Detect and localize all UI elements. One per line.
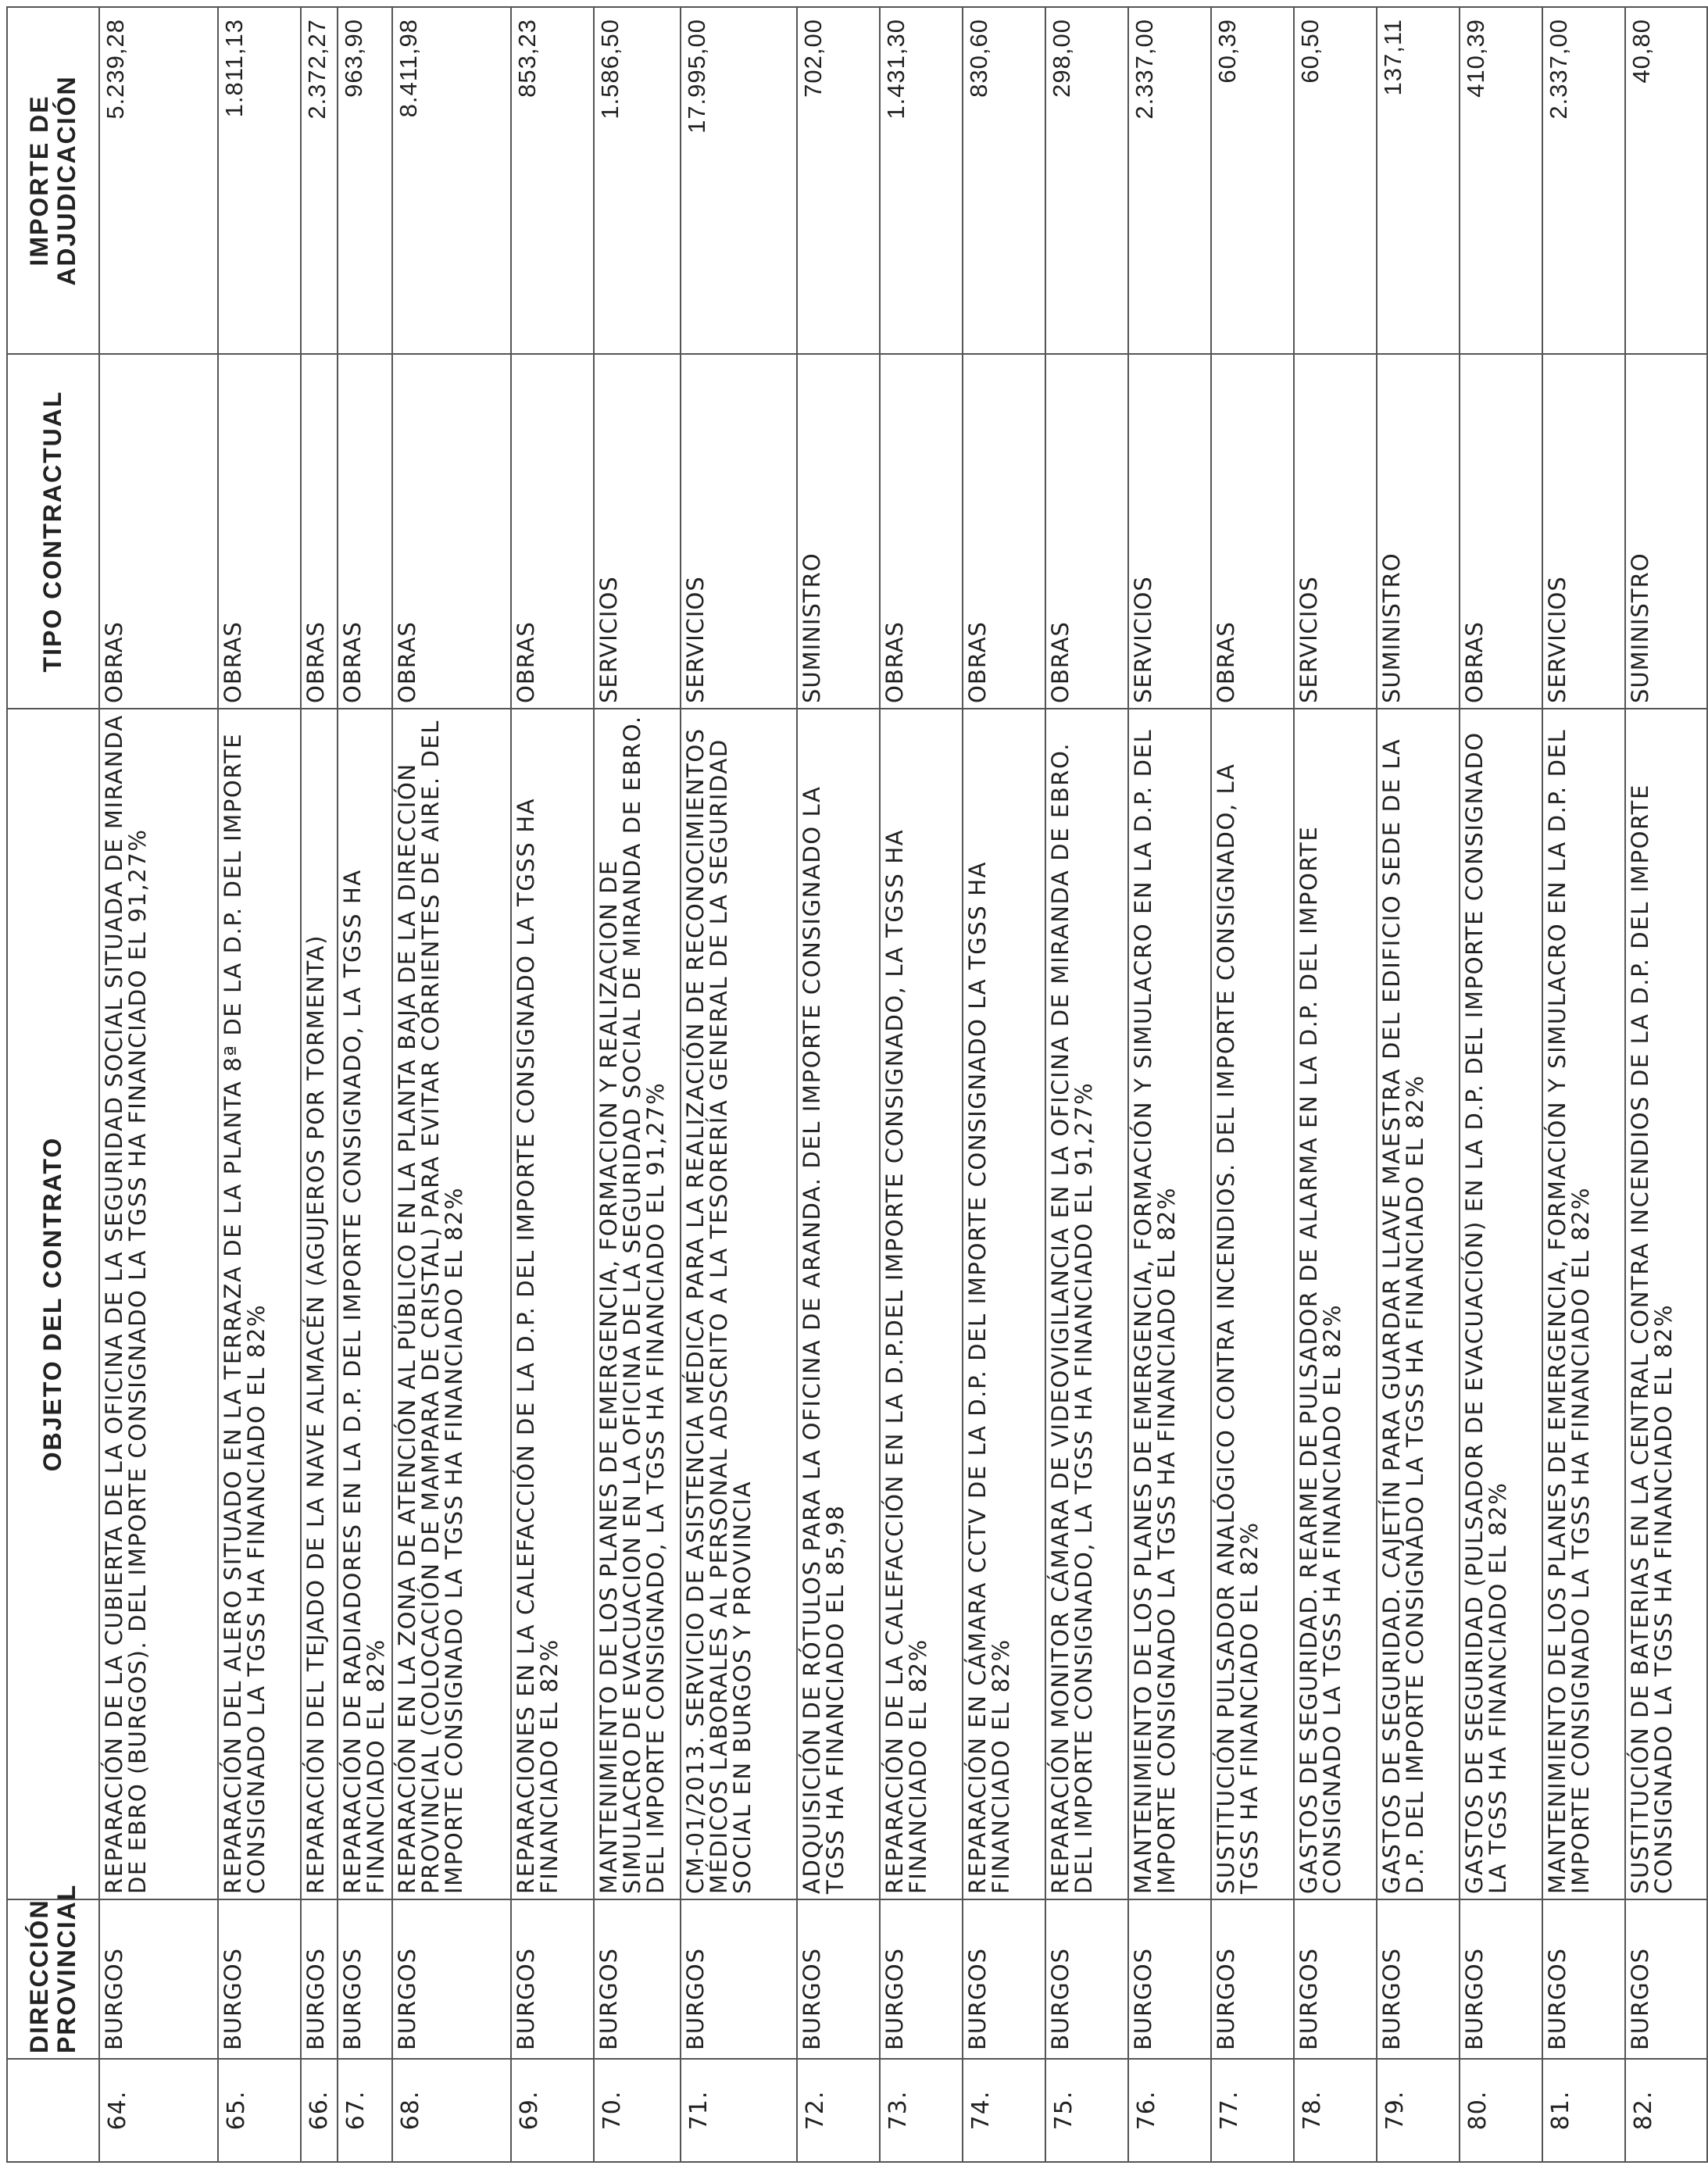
table-row: [511, 7, 594, 2162]
contracts-table: [6, 6, 1708, 2163]
direccion-provincial-cell: BURGOS: [301, 1899, 338, 2059]
direccion-provincial-cell: BURGOS: [1294, 1899, 1377, 2059]
row-number: 77.: [1211, 2059, 1294, 2162]
table-row: [1377, 7, 1460, 2162]
objeto-contrato-cell: CM-01/2013. SERVICIO DE ASISTENCIA MÉDICA PARA LA REALIZACIÓN DE RECONOCIMIENTOS MÉDICOS LABORALES AL PERSONAL ADSCRITO A LA TESORERÍA GENERAL DE LA SEGURIDAD SOCIAL EN BURGOS Y PROVINCIA: [681, 709, 797, 1899]
objeto-contrato-cell: GASTOS DE SEGURIDAD. REARME DE PULSADOR DE ALARMA EN LA D.P. DEL IMPORTE CONSIGNADO LA TGSS HA FINANCIADO EL 82%: [1294, 709, 1377, 1899]
tipo-contractual-cell: OBRAS: [963, 354, 1045, 709]
direccion-provincial-cell: BURGOS: [797, 1899, 880, 2059]
importe-adjudicacion-cell: 410,39: [1460, 7, 1542, 354]
tipo-contractual-cell: SUMINISTRO: [797, 354, 880, 709]
table-header-row: [7, 7, 99, 2162]
objeto-contrato-cell: REPARACIÓN DE RADIADORES EN LA D.P. DEL IMPORTE CONSIGNADO, LA TGSS HA FINANCIADO EL 82%: [338, 709, 392, 1899]
objeto-contrato-cell: GASTOS DE SEGURIDAD. CAJETÍN PARA GUARDAR LLAVE MAESTRA DEL EDIFICIO SEDE DE LA D.P. DEL IMPORTE CONSIGNADO LA TGSS HA FINANCIADO EL 82%: [1377, 709, 1460, 1899]
tipo-contractual-cell: SERVICIOS: [1294, 354, 1377, 709]
tipo-contractual-cell: OBRAS: [338, 354, 392, 709]
tipo-contractual-cell: OBRAS: [1045, 354, 1128, 709]
tipo-contractual-cell: SUMINISTRO: [1625, 354, 1707, 709]
objeto-contrato-cell: REPARACIÓN DEL ALERO SITUADO EN LA TERRAZA DE LA PLANTA 8ª DE LA D.P. DEL IMPORTE CONSIGNADO LA TGSS HA FINANCIADO EL 82%: [218, 709, 301, 1899]
row-number: 79.: [1377, 2059, 1460, 2162]
direccion-provincial-cell: BURGOS: [1128, 1899, 1211, 2059]
objeto-contrato-cell: REPARACIÓN DE LA CUBIERTA DE LA OFICINA DE LA SEGURIDAD SOCIAL SITUADA DE MIRANDA DE EBRO (BURGOS). DEL IMPORTE CONSIGNADO LA TGSS HA FINANCIADO EL 91,27%: [99, 709, 218, 1899]
importe-adjudicacion-cell: 1.431,30: [880, 7, 963, 354]
objeto-contrato-cell: REPARACIÓN EN LA ZONA DE ATENCIÓN AL PÚBLICO EN LA PLANTA BAJA DE LA DIRECCIÓN PROVINCIAL (COLOCACIÓN DE MAMPARA DE CRISTAL) PARA EVITAR CORRIENTES DE AIRE. DEL IMPORTE CONSIGNADO LA TGSS HA FINANCIADO EL 82%: [392, 709, 511, 1899]
tipo-contractual-cell: OBRAS: [392, 354, 511, 709]
header-tipo-contractual: TIPO CONTRACTUAL: [7, 354, 99, 709]
importe-adjudicacion-cell: 60,39: [1211, 7, 1294, 354]
row-number: 67.: [338, 2059, 392, 2162]
objeto-contrato-cell: REPARACIÓN DE LA CALEFACCIÓN EN LA D.P.DEL IMPORTE CONSIGNADO, LA TGSS HA FINANCIADO EL 82%: [880, 709, 963, 1899]
tipo-contractual-cell: SERVICIOS: [594, 354, 681, 709]
direccion-provincial-cell: BURGOS: [963, 1899, 1045, 2059]
table-row: [797, 7, 880, 2162]
header-objeto-contrato: OBJETO DEL CONTRATO: [7, 709, 99, 1899]
row-number: 68.: [392, 2059, 511, 2162]
table-row: [1542, 7, 1625, 2162]
tipo-contractual-cell: OBRAS: [99, 354, 218, 709]
importe-adjudicacion-cell: 40,80: [1625, 7, 1707, 354]
direccion-provincial-cell: BURGOS: [1542, 1899, 1625, 2059]
row-number: 69.: [511, 2059, 594, 2162]
objeto-contrato-cell: SUSTITUCIÓN DE BATERIAS EN LA CENTRAL CONTRA INCENDIOS DE LA D.P. DEL IMPORTE CONSIGNADO LA TGSS HA FINANCIADO EL 82%: [1625, 709, 1707, 1899]
table-row: [1460, 7, 1542, 2162]
table-row: [594, 7, 681, 2162]
tipo-contractual-cell: OBRAS: [218, 354, 301, 709]
row-number: 73.: [880, 2059, 963, 2162]
importe-adjudicacion-cell: 1.811,13: [218, 7, 301, 354]
tipo-contractual-cell: SERVICIOS: [681, 354, 797, 709]
table-row: [338, 7, 392, 2162]
objeto-contrato-cell: REPARACIÓN DEL TEJADO DE LA NAVE ALMACÉN (AGUJEROS POR TORMENTA): [301, 709, 338, 1899]
row-number: 76.: [1128, 2059, 1211, 2162]
objeto-contrato-cell: REPARACIONES EN LA CALEFACCIÓN DE LA D.P. DEL IMPORTE CONSIGNADO LA TGSS HA FINANCIADO EL 82%: [511, 709, 594, 1899]
direccion-provincial-cell: BURGOS: [338, 1899, 392, 2059]
tipo-contractual-cell: OBRAS: [880, 354, 963, 709]
objeto-contrato-cell: GASTOS DE SEGURIDAD (PULSADOR DE EVACUACIÓN) EN LA D.P. DEL IMPORTE CONSIGNADO LA TGSS HA FINANCIADO EL 82%: [1460, 709, 1542, 1899]
importe-adjudicacion-cell: 963,90: [338, 7, 392, 354]
direccion-provincial-cell: BURGOS: [1625, 1899, 1707, 2059]
direccion-provincial-cell: BURGOS: [880, 1899, 963, 2059]
row-number: 81.: [1542, 2059, 1625, 2162]
table-row: [1211, 7, 1294, 2162]
tipo-contractual-cell: SERVICIOS: [1128, 354, 1211, 709]
direccion-provincial-cell: BURGOS: [594, 1899, 681, 2059]
objeto-contrato-cell: REPARACIÓN MONITOR CÁMARA DE VIDEOVIGILANCIA EN LA OFICINA DE MIRANDA DE EBRO. DEL IMPORTE CONSIGNADO, LA TGSS HA FINANCIADO EL 91,27%: [1045, 709, 1128, 1899]
direccion-provincial-cell: BURGOS: [99, 1899, 218, 2059]
table-row: [1045, 7, 1128, 2162]
row-number: 64.: [99, 2059, 218, 2162]
row-number: 70.: [594, 2059, 681, 2162]
table-row: [1625, 7, 1707, 2162]
objeto-contrato-cell: MANTENIMIENTO DE LOS PLANES DE EMERGENCIA, FORMACIÓN Y SIMULACRO EN LA D.P. DEL IMPORTE CONSIGNADO LA TGSS HA FINANCIADO EL 82%: [1128, 709, 1211, 1899]
table-row: [1294, 7, 1377, 2162]
row-number: 71.: [681, 2059, 797, 2162]
row-number: 74.: [963, 2059, 1045, 2162]
tipo-contractual-cell: OBRAS: [1460, 354, 1542, 709]
tipo-contractual-cell: SUMINISTRO: [1377, 354, 1460, 709]
table-row: [301, 7, 338, 2162]
objeto-contrato-cell: REPARACIÓN EN CÁMARA CCTV DE LA D.P. DEL IMPORTE CONSIGNADO LA TGSS HA FINANCIADO EL 82%: [963, 709, 1045, 1899]
importe-adjudicacion-cell: 702,00: [797, 7, 880, 354]
row-number: 65.: [218, 2059, 301, 2162]
header-importe-adjudicacion: IMPORTE DE ADJUDICACIÓN: [7, 7, 99, 354]
table-row: [392, 7, 511, 2162]
importe-adjudicacion-cell: 298,00: [1045, 7, 1128, 354]
direccion-provincial-cell: BURGOS: [511, 1899, 594, 2059]
direccion-provincial-cell: BURGOS: [1045, 1899, 1128, 2059]
table-row: [880, 7, 963, 2162]
direccion-provincial-cell: BURGOS: [1211, 1899, 1294, 2059]
importe-adjudicacion-cell: 60,50: [1294, 7, 1377, 354]
tipo-contractual-cell: OBRAS: [1211, 354, 1294, 709]
header-direccion-provincial: DIRECCIÓN PROVINCIAL: [7, 1899, 99, 2059]
objeto-contrato-cell: ADQUISICIÓN DE RÓTULOS PARA LA OFICINA DE ARANDA. DEL IMPORTE CONSIGNADO LA TGSS HA FINANCIADO EL 85,98: [797, 709, 880, 1899]
direccion-provincial-cell: BURGOS: [218, 1899, 301, 2059]
row-number: 82.: [1625, 2059, 1707, 2162]
row-number: 66.: [301, 2059, 338, 2162]
header-number: [7, 2059, 99, 2162]
table-row: [681, 7, 797, 2162]
importe-adjudicacion-cell: 2.337,00: [1128, 7, 1211, 354]
tipo-contractual-cell: OBRAS: [301, 354, 338, 709]
table-row: [1128, 7, 1211, 2162]
importe-adjudicacion-cell: 2.372,27: [301, 7, 338, 354]
direccion-provincial-cell: BURGOS: [392, 1899, 511, 2059]
importe-adjudicacion-cell: 830,60: [963, 7, 1045, 354]
row-number: 80.: [1460, 2059, 1542, 2162]
table-row: [99, 7, 218, 2162]
direccion-provincial-cell: BURGOS: [1460, 1899, 1542, 2059]
objeto-contrato-cell: MANTENIMIENTO DE LOS PLANES DE EMERGENCIA, FORMACIÓN Y SIMULACRO EN LA D.P. DEL IMPORTE CONSIGNADO LA TGSS HA FINANCIADO EL 82%: [1542, 709, 1625, 1899]
direccion-provincial-cell: BURGOS: [1377, 1899, 1460, 2059]
row-number: 75.: [1045, 2059, 1128, 2162]
importe-adjudicacion-cell: 853,23: [511, 7, 594, 354]
importe-adjudicacion-cell: 137,11: [1377, 7, 1460, 354]
table-row: [963, 7, 1045, 2162]
objeto-contrato-cell: SUSTITUCIÓN PULSADOR ANALÓGICO CONTRA INCENDIOS. DEL IMPORTE CONSIGNADO, LA TGSS HA FINANCIADO EL 82%: [1211, 709, 1294, 1899]
importe-adjudicacion-cell: 2.337,00: [1542, 7, 1625, 354]
tipo-contractual-cell: SERVICIOS: [1542, 354, 1625, 709]
tipo-contractual-cell: OBRAS: [511, 354, 594, 709]
importe-adjudicacion-cell: 8.411,98: [392, 7, 511, 354]
direccion-provincial-cell: BURGOS: [681, 1899, 797, 2059]
importe-adjudicacion-cell: 5.239,28: [99, 7, 218, 354]
importe-adjudicacion-cell: 17.995,00: [681, 7, 797, 354]
row-number: 72.: [797, 2059, 880, 2162]
objeto-contrato-cell: MANTENIMIENTO DE LOS PLANES DE EMERGENCIA, FORMACION Y REALIZACION DE SIMULACRO DE EVACUACION EN LA OFICINA DE LA SEGURIDAD SOCIAL DE MIRANDA DE EBRO. DEL IMPORTE CONSIGNADO, LA TGSS HA FINANCIADO EL 91,27%: [594, 709, 681, 1899]
importe-adjudicacion-cell: 1.586,50: [594, 7, 681, 354]
row-number: 78.: [1294, 2059, 1377, 2162]
table-row: [218, 7, 301, 2162]
